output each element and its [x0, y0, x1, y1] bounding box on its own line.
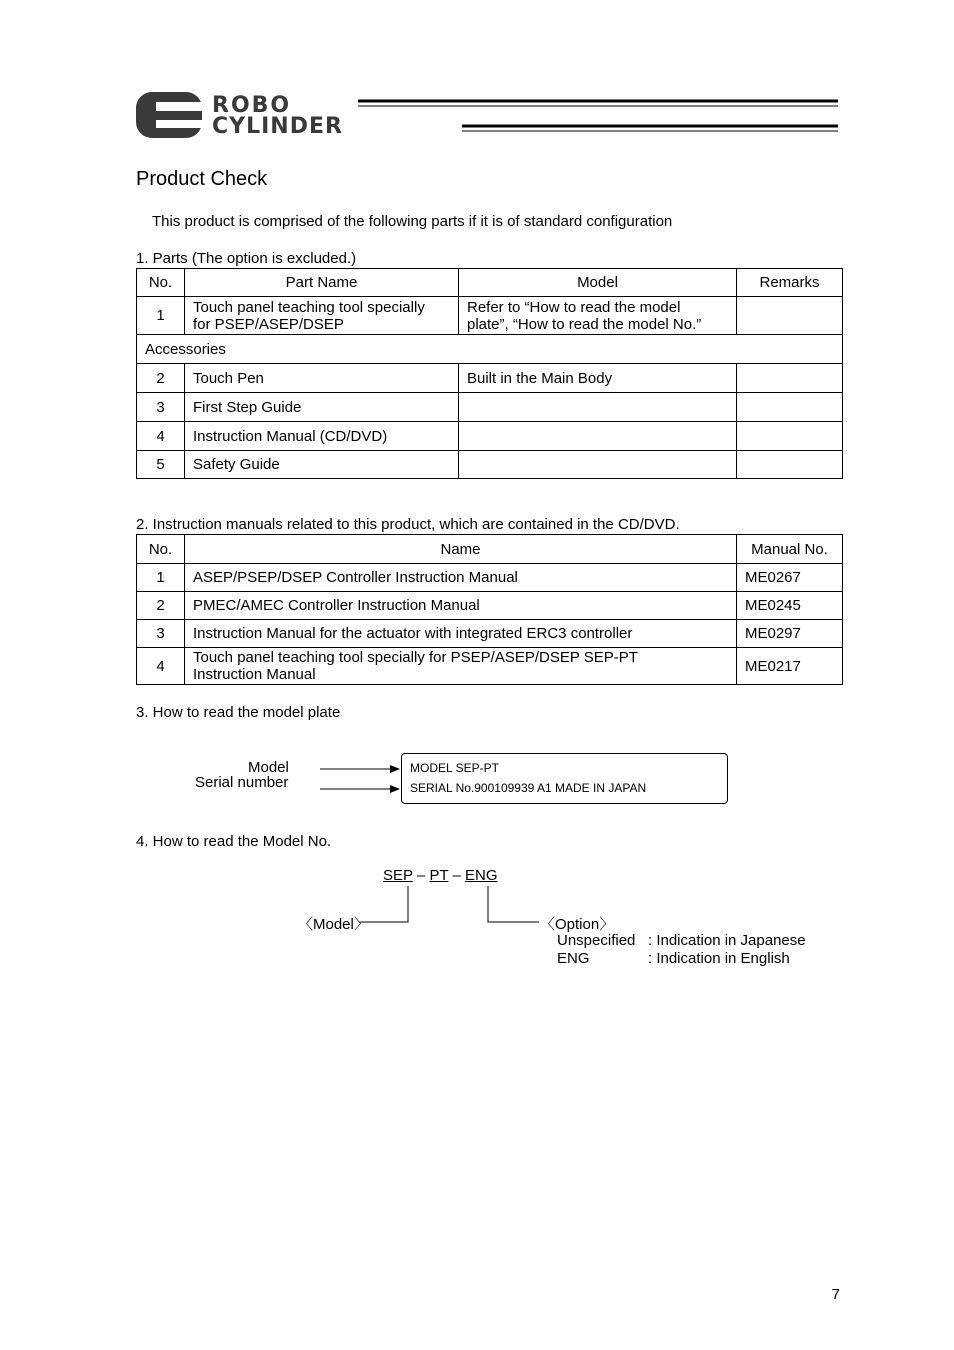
cell-part-name: Touch Pen	[185, 364, 459, 393]
header-manual-no: Manual No.	[737, 535, 843, 564]
model-label: Model	[248, 759, 289, 776]
header-name: Name	[185, 535, 737, 564]
cell-no: 5	[137, 451, 185, 479]
table-row	[137, 364, 843, 393]
logo-line2: CYLINDER	[212, 114, 343, 139]
table-row	[137, 451, 843, 479]
page-title: Product Check	[136, 168, 268, 190]
header-part-name: Part Name	[185, 269, 459, 297]
code-leader-lines	[355, 884, 545, 928]
cell-part-name	[185, 297, 459, 335]
option-bracket-label: 〈Option〉	[540, 916, 615, 933]
code-separator: –	[412, 867, 430, 884]
section2-caption: 2. Instruction manuals related to this product, which are contained in the CD/DVD.	[136, 516, 680, 533]
cell-remarks	[737, 422, 843, 451]
cell-part-name: Instruction Manual (CD/DVD)	[185, 422, 459, 451]
code-separator: –	[448, 867, 466, 884]
name-line2: Instruction Manual	[193, 666, 316, 683]
header-model: Model	[459, 269, 737, 297]
cell-model	[459, 393, 737, 422]
table-row	[137, 620, 843, 648]
code-option: ENG	[465, 867, 498, 884]
cell-model	[459, 422, 737, 451]
manuals-table	[136, 534, 843, 685]
cell-remarks	[737, 364, 843, 393]
code-type: PT	[429, 867, 449, 884]
table-row	[137, 592, 843, 620]
intro-text: This product is comprised of the following parts if it is of standard configuration	[152, 213, 673, 230]
cell-no: 3	[137, 620, 185, 648]
cell-manual-no: ME0245	[737, 592, 843, 620]
parts-header-row	[137, 269, 843, 297]
robo-cylinder-logo	[136, 90, 840, 140]
option-value: : Indication in Japanese	[648, 932, 806, 949]
cell-remarks	[737, 393, 843, 422]
cell-no: 4	[137, 422, 185, 451]
cell-manual-no: ME0267	[737, 564, 843, 592]
table-row	[137, 648, 843, 685]
part-name-line1: Touch panel teaching tool specially	[193, 298, 425, 316]
option-value: : Indication in English	[648, 950, 790, 967]
cell-manual-no: ME0297	[737, 620, 843, 648]
cell-name	[185, 648, 737, 685]
accessories-row	[137, 335, 843, 364]
model-line1: Refer to “How to read the model	[467, 298, 681, 316]
plate-serial-line: SERIAL No.900109939 A1 MADE IN JAPAN	[410, 781, 647, 795]
page-number: 7	[831, 1286, 840, 1303]
cell-no: 2	[137, 592, 185, 620]
header-no: No.	[137, 535, 185, 564]
section1-caption: 1. Parts (The option is excluded.)	[136, 250, 357, 267]
cell-part-name: Safety Guide	[185, 451, 459, 479]
model-bracket-label: 〈Model〉	[298, 916, 369, 933]
cell-model	[459, 451, 737, 479]
section4-caption: 4. How to read the Model No.	[136, 833, 332, 850]
header-remarks: Remarks	[737, 269, 843, 297]
arrow-right-icon	[390, 785, 400, 793]
accessories-label: Accessories	[137, 335, 843, 364]
logo-line1: ROBO	[212, 93, 292, 118]
model-plate	[401, 753, 728, 804]
plate-model-line: MODEL SEP-PT	[410, 761, 499, 775]
part-name-line2: for PSEP/ASEP/DSEP	[193, 315, 344, 333]
section3-caption: 3. How to read the model plate	[136, 704, 341, 721]
cell-model: Built in the Main Body	[459, 364, 737, 393]
cell-remarks	[737, 451, 843, 479]
code-series: SEP	[383, 867, 413, 884]
option-key: Unspecified	[557, 932, 636, 949]
header-no: No.	[137, 269, 185, 297]
option-key: ENG	[557, 950, 590, 967]
cell-no: 4	[137, 648, 185, 685]
cell-model	[459, 297, 737, 335]
parts-table	[136, 268, 843, 479]
cell-name: Instruction Manual for the actuator with integrated ERC3 controller	[185, 620, 737, 648]
cell-name: ASEP/PSEP/DSEP Controller Instruction Manual	[185, 564, 737, 592]
cell-part-name: First Step Guide	[185, 393, 459, 422]
table-row	[137, 393, 843, 422]
cell-no: 3	[137, 393, 185, 422]
cell-remarks	[737, 297, 843, 335]
cell-no: 2	[137, 364, 185, 393]
serial-label: Serial number	[195, 774, 289, 791]
table-row	[137, 564, 843, 592]
plate-arrows	[318, 760, 402, 796]
manuals-header-row	[137, 535, 843, 564]
cell-name: PMEC/AMEC Controller Instruction Manual	[185, 592, 737, 620]
arrow-right-icon	[390, 765, 400, 773]
table-row	[137, 422, 843, 451]
cell-no: 1	[137, 297, 185, 335]
cell-manual-no: ME0217	[737, 648, 843, 685]
name-line1: Touch panel teaching tool specially for PSEP/ASEP/DSEP SEP-PT	[193, 649, 638, 666]
table-row	[137, 297, 843, 335]
model-line2: plate”, “How to read the model No.”	[467, 315, 702, 333]
cell-no: 1	[137, 564, 185, 592]
model-code	[383, 867, 498, 884]
